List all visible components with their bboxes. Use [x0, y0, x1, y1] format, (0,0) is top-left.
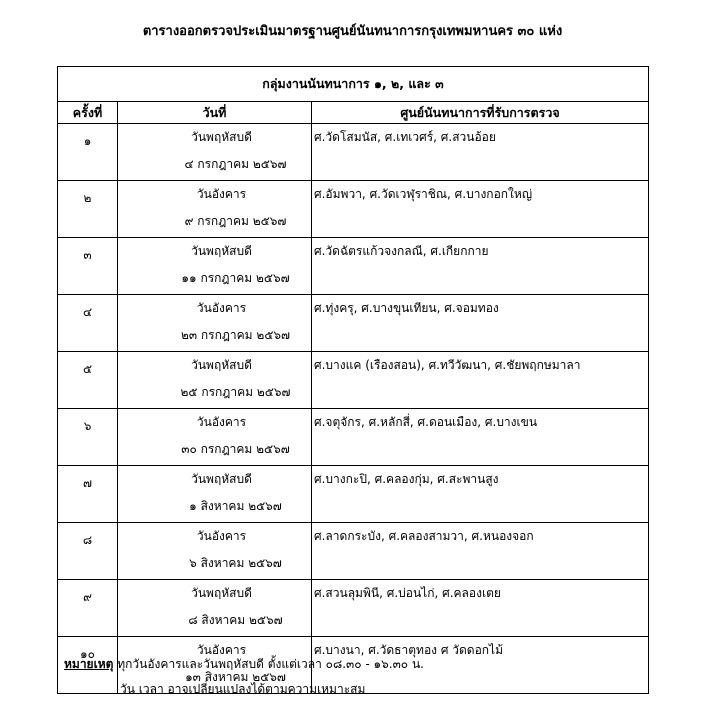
table-row [58, 466, 649, 523]
row-no: ๑๐ [58, 637, 118, 694]
note-label: หมายเหตุ [64, 657, 114, 671]
group-heading-row [58, 67, 649, 102]
row-no: ๓ [58, 238, 118, 295]
header-date: วันที่ [118, 102, 312, 124]
row-date-cell [118, 409, 312, 466]
row-centers: ศ.บางนา, ศ.วัดธาตุทอง ศ วัดดอกไม้ [312, 637, 649, 694]
row-no: ๗ [58, 466, 118, 523]
row-no: ๘ [58, 523, 118, 580]
note [64, 655, 424, 674]
row-no: ๒ [58, 181, 118, 238]
row-date: ๔ กรกฎาคม ๒๕๖๗ [184, 157, 287, 171]
row-day: วันอังคาร [196, 301, 247, 315]
row-day: วันพฤหัสบดี [191, 130, 252, 144]
row-day: วันอังคาร [196, 187, 247, 201]
table-row [58, 295, 649, 352]
row-centers: ศ.จตุจักร, ศ.หลักสี่, ศ.ดอนเมือง, ศ.บางเขน [312, 409, 649, 466]
row-date-cell [118, 124, 312, 181]
row-centers: ศ.สวนลุมพินี, ศ.บ่อนไก่, ศ.คลองเตย [312, 580, 649, 637]
row-day: วันพฤหัสบดี [191, 586, 252, 600]
inspection-schedule-table [57, 66, 649, 694]
row-no: ๕ [58, 352, 118, 409]
row-date-cell [118, 466, 312, 523]
row-no: ๙ [58, 580, 118, 637]
document-title: ตารางออกตรวจประเมินมาตรฐานศูนย์นันทนาการกรุงเทพมหานคร ๓๐ แห่ง [142, 24, 563, 39]
row-centers: ศ.วัดโสมนัส, ศ.เทเวศร์, ศ.สวนอ้อย [312, 124, 649, 181]
table-row [58, 238, 649, 295]
row-centers: ศ.อัมพวา, ศ.วัดเวฬุราชิณ, ศ.บางกอกใหญ่ [312, 181, 649, 238]
group-heading: กลุ่มงานนันทนาการ ๑, ๒, และ ๓ [58, 67, 649, 102]
row-date-cell [118, 238, 312, 295]
header-centers: ศูนย์นันทนาการที่รับการตรวจ [312, 102, 649, 124]
row-date: ๒๕ กรกฎาคม ๒๕๖๗ [180, 385, 291, 399]
row-day: วันพฤหัสบดี [191, 358, 252, 372]
row-date: ๘ สิงหาคม ๒๕๖๗ [188, 613, 283, 627]
row-no: ๖ [58, 409, 118, 466]
note-line-2: วัน เวลา อาจเปลี่ยนแปลงได้ตามความเหมาะสม [120, 682, 366, 696]
table-row [58, 181, 649, 238]
row-day: วันอังคาร [196, 643, 247, 657]
row-date-cell [118, 580, 312, 637]
table-row [58, 580, 649, 637]
column-header-row [58, 102, 649, 124]
row-date-cell [118, 352, 312, 409]
header-no: ครั้งที่ [58, 102, 118, 124]
row-centers: ศ.ทุ่งครุ, ศ.บางขุนเทียน, ศ.จอมทอง [312, 295, 649, 352]
row-date-cell [118, 181, 312, 238]
row-date-cell [118, 295, 312, 352]
row-day: วันพฤหัสบดี [191, 244, 252, 258]
row-day: วันอังคาร [196, 415, 247, 429]
row-centers: ศ.ลาดกระบัง, ศ.คลองสามวา, ศ.หนองจอก [312, 523, 649, 580]
row-day: วันพฤหัสบดี [191, 472, 252, 486]
note-line-1: ทุกวันอังคารและวันพฤหัสบดี ตั้งแต่เวลา ๐๘.๓๐ - ๑๖.๓๐ น. [117, 657, 424, 671]
table-row [58, 352, 649, 409]
row-no: ๑ [58, 124, 118, 181]
row-date: ๓๐ กรกฎาคม ๒๕๖๗ [181, 442, 290, 456]
table-row [58, 409, 649, 466]
row-date: ๑ สิงหาคม ๒๕๖๗ [189, 499, 282, 513]
row-date-cell [118, 523, 312, 580]
table-row [58, 523, 649, 580]
row-date: ๑๑ กรกฎาคม ๒๕๖๗ [181, 271, 290, 285]
row-centers: ศ.บางแค (เรืองสอน), ศ.ทวีวัฒนา, ศ.ชัยพฤกษมาลา [312, 352, 649, 409]
row-date: ๙ กรกฎาคม ๒๕๖๗ [184, 214, 287, 228]
row-no: ๔ [58, 295, 118, 352]
table-row [58, 124, 649, 181]
row-date: ๒๓ กรกฎาคม ๒๕๖๗ [180, 328, 291, 342]
row-centers: ศ.บางกะปิ, ศ.คลองกุ่ม, ศ.สะพานสูง [312, 466, 649, 523]
row-day: วันอังคาร [196, 529, 247, 543]
row-centers: ศ.วัดฉัตรแก้วจงกลณี, ศ.เกียกกาย [312, 238, 649, 295]
row-date: ๖ สิงหาคม ๒๕๖๗ [189, 556, 282, 570]
row-date: ๑๓ สิงหาคม ๒๕๖๗ [185, 670, 286, 684]
